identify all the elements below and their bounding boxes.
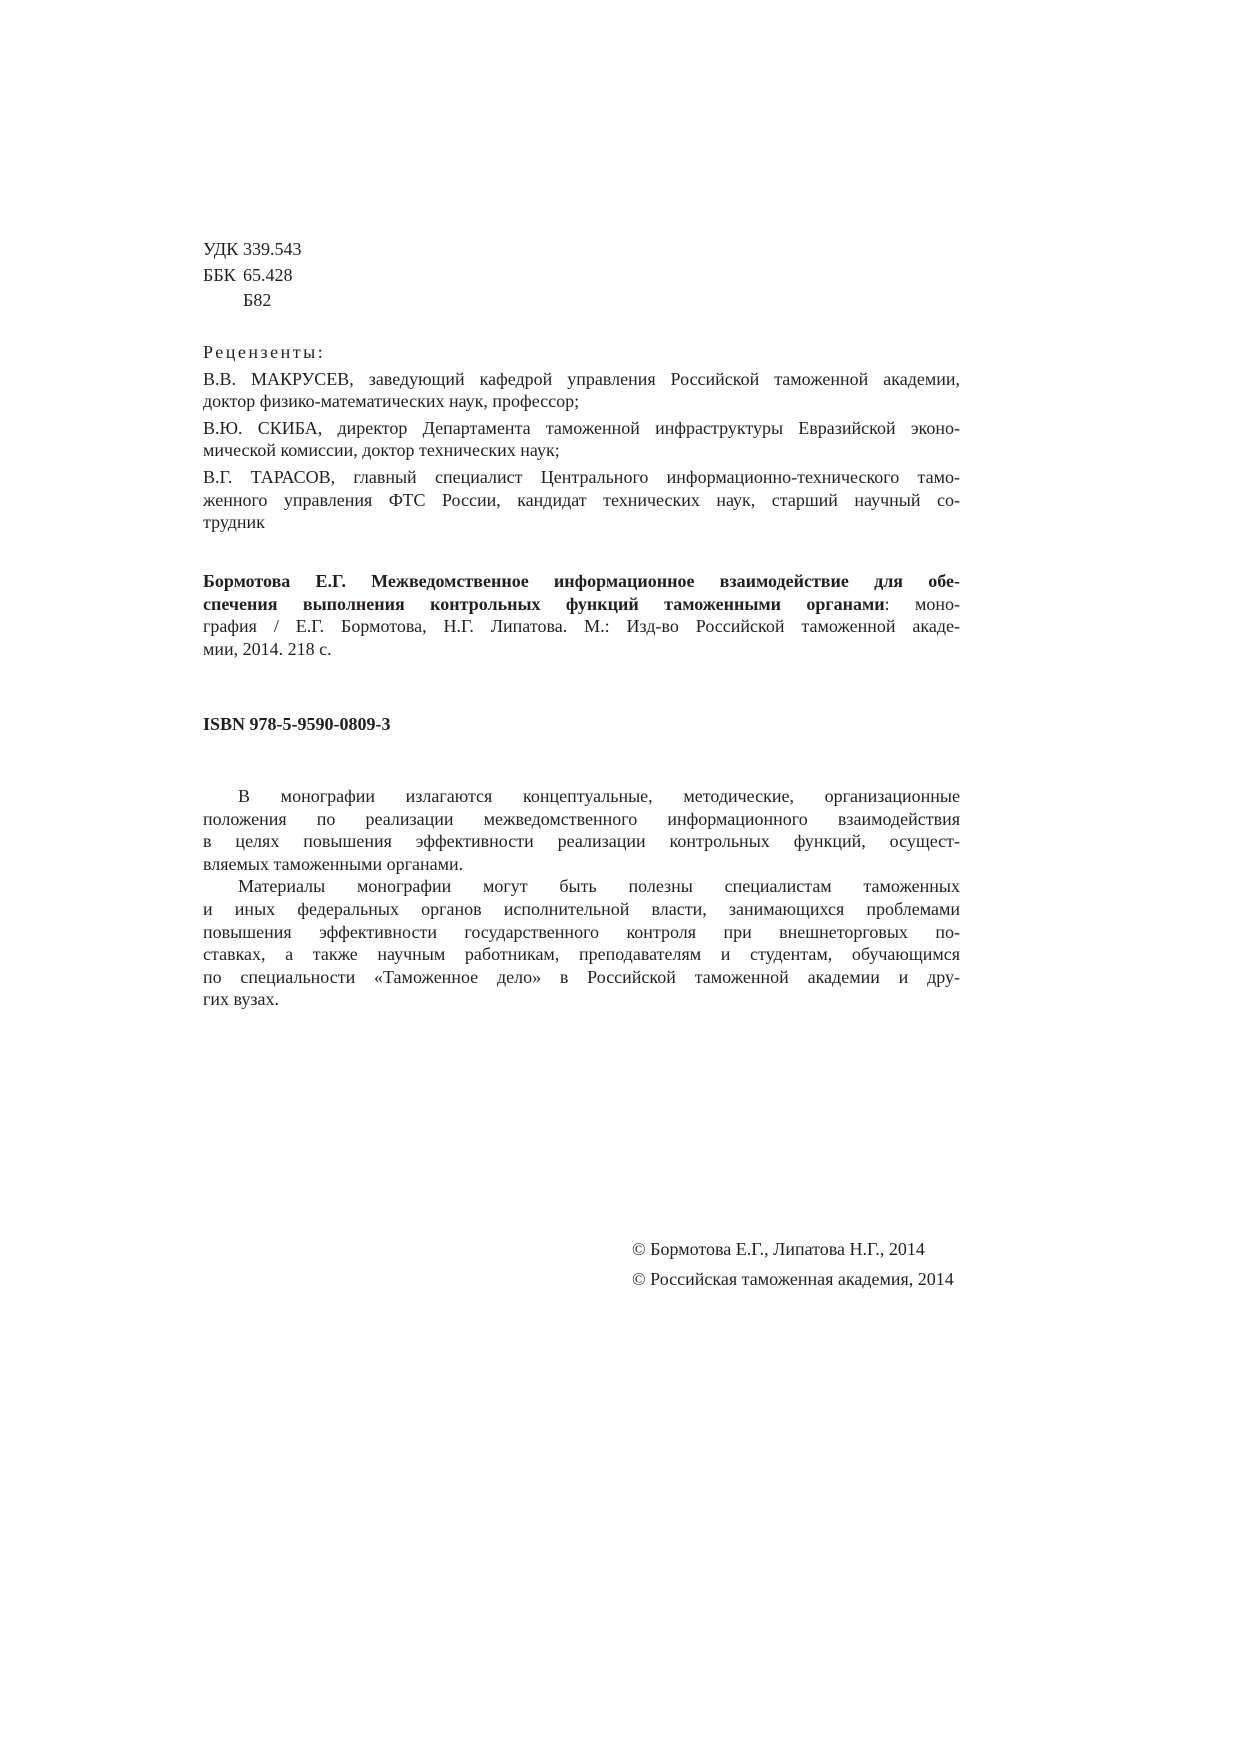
- reviewer-entry: [203, 417, 960, 462]
- abstract-line: вляемых таможенными органами.: [203, 853, 464, 874]
- udk-line: [203, 238, 960, 261]
- udk-value: 339.543: [243, 239, 302, 259]
- reviewer-entry: [203, 466, 960, 534]
- bibliographic-record: [203, 570, 960, 660]
- abstract-line: повышения эффективности государственного контроля при внешнеторговых по-: [203, 921, 960, 942]
- isbn-text: ISBN 978-5-9590-0809-3: [203, 714, 391, 734]
- bib-publisher-line: графия / Е.Г. Бормотова, Н.Г. Липатова. М.: Изд-во Российской таможенной акаде-: [203, 616, 960, 637]
- bbk-label: ББК: [203, 264, 236, 285]
- reviewer-entry: [203, 368, 960, 413]
- bib-title-line: Бормотова Е.Г. Межведомственное информационное взаимодействие для обе-: [203, 571, 960, 591]
- reviewer-line: мической комиссии, доктор технических наук;: [203, 440, 560, 461]
- author-mark: Б82: [243, 290, 272, 311]
- abstract-paragraph: [203, 785, 960, 875]
- reviewer-line: трудник: [203, 512, 265, 533]
- bib-title-end: спечения выполнения контрольных функций таможенными органами: [203, 593, 885, 614]
- copyright-academy: © Российская таможенная академия, 2014: [632, 1269, 954, 1289]
- reviewer-line: В.В. МАКРУСЕВ, заведующий кафедрой управления Российской таможенной академии,: [203, 368, 960, 389]
- reviewer-line: доктор физико-математических наук, профессор;: [203, 391, 580, 412]
- copyright-authors: © Бормотова Е.Г., Липатова Н.Г., 2014: [632, 1239, 925, 1259]
- abstract-paragraph: [203, 875, 960, 1011]
- bbk-line: [203, 264, 960, 287]
- abstract-line: и иных федеральных органов исполнительной власти, занимающихся проблемами: [203, 898, 960, 919]
- abstract-line: В монографии излагаются концептуальные, методические, организационные: [238, 786, 960, 806]
- isbn: [203, 713, 960, 736]
- reviewers-section: [203, 341, 960, 534]
- abstract-line: положения по реализации межведомственного информационного взаимодействия: [203, 808, 960, 829]
- bib-type: : моно-: [884, 593, 960, 614]
- abstract-line: Материалы монографии могут быть полезны специалистам таможенных: [238, 876, 960, 897]
- bbk-value: 65.428: [243, 264, 293, 285]
- abstract-line: по специальности «Таможенное дело» в Российской таможенной академии и дру-: [203, 966, 960, 987]
- bib-year-line: мии, 2014. 218 с.: [203, 638, 332, 659]
- abstract-line: ставках, а также научным работникам, преподавателям и студентам, обучающимся: [203, 944, 960, 965]
- reviewer-line: В.Г. ТАРАСОВ, главный специалист Центрального информационно-технического тамо-: [203, 466, 960, 487]
- copyright-block: [632, 1234, 954, 1294]
- udk-label: УДК: [203, 239, 239, 259]
- abstract-line: в целях повышения эффективности реализации контрольных функций, осущест-: [203, 831, 960, 852]
- reviewer-line: В.Ю. СКИБА, директор Департамента таможенной инфраструктуры Евразийской эконо-: [203, 417, 960, 438]
- abstract-line: гих вузах.: [203, 989, 279, 1010]
- abstract: [203, 785, 960, 1011]
- classification-codes: [203, 238, 960, 312]
- reviewer-line: женного управления ФТС России, кандидат технических наук, старший научный со-: [203, 489, 960, 510]
- reviewers-heading: Рецензенты:: [203, 342, 326, 362]
- bib-title-line: [203, 593, 960, 616]
